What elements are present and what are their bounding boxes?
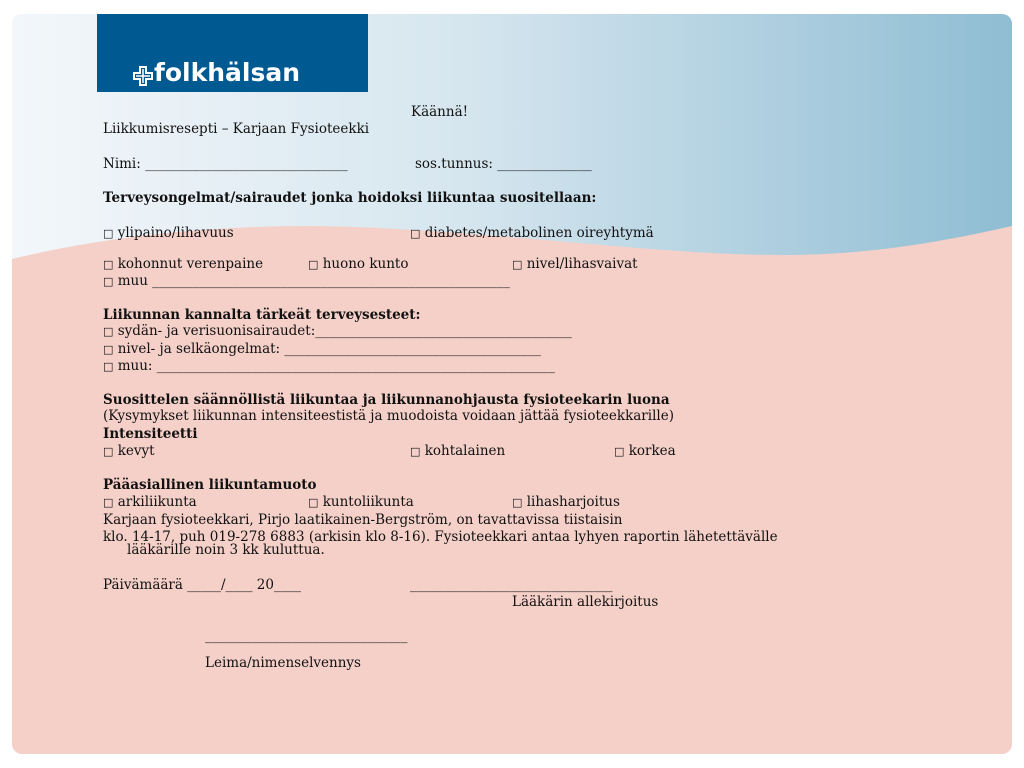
checkbox-icon[interactable]: □ — [103, 496, 114, 509]
turn-note: Käännä! — [411, 104, 469, 120]
barrier-joint[interactable]: □ nivel- ja selkäongelmat: ______________________________________ — [103, 341, 541, 357]
option-overweight[interactable]: □ ylipaino/lihavuus — [103, 225, 234, 241]
page-title: Liikkumisresepti – Karjaan Fysioteekki — [103, 121, 370, 137]
checkbox-icon[interactable]: □ — [103, 360, 114, 373]
option-blood-pressure[interactable]: □ kohonnut verenpaine — [103, 256, 264, 272]
mode-fitness[interactable]: □ kuntoliikunta — [308, 494, 414, 510]
contact-line-1: Karjaan fysioteekkari, Pirjo laatikainen-Bergström, on tavattavissa tiistaisin — [103, 512, 623, 528]
intensity-light[interactable]: □ kevyt — [103, 443, 155, 459]
brand-name: folkhälsan — [154, 58, 301, 87]
checkbox-icon[interactable]: □ — [103, 325, 114, 338]
option-other[interactable]: □ muu _____________________________________________________ — [103, 273, 510, 289]
checkbox-icon[interactable]: □ — [103, 275, 114, 288]
intensity-heading: Intensiteetti — [103, 426, 198, 442]
mode-muscle[interactable]: □ lihasharjoitus — [512, 494, 620, 510]
ssn-field[interactable]: sos.tunnus: ______________ — [415, 156, 592, 172]
checkbox-icon[interactable]: □ — [308, 496, 319, 509]
mode-heading: Pääasiallinen liikuntamuoto — [103, 477, 317, 493]
checkbox-icon[interactable]: □ — [512, 258, 523, 271]
checkbox-icon[interactable]: □ — [410, 227, 421, 240]
checkbox-icon[interactable]: □ — [103, 258, 114, 271]
checkbox-icon[interactable]: □ — [103, 445, 114, 458]
contact-line-2: klo. 14-17, puh 019-278 6883 (arkisin klo 8-16). Fysioteekkari antaa lyhyen raportin lähetettävälle — [103, 529, 778, 545]
option-fitness[interactable]: □ huono kunto — [308, 256, 409, 272]
barrier-heart[interactable]: □ sydän- ja verisuonisairaudet:______________________________________ — [103, 323, 572, 339]
barriers-heading: Liikunnan kannalta tärkeät terveysesteet: — [103, 307, 421, 323]
cross-icon — [133, 66, 153, 86]
option-diabetes[interactable]: □ diabetes/metabolinen oireyhtymä — [410, 225, 654, 241]
checkbox-icon[interactable]: □ — [103, 227, 114, 240]
checkbox-icon[interactable]: □ — [308, 258, 319, 271]
signature-line[interactable]: ______________________________ — [410, 577, 613, 593]
signature-label: Lääkärin allekirjoitus — [512, 594, 659, 610]
name-field[interactable]: Nimi: ______________________________ — [103, 156, 348, 172]
recommend-heading: Suosittelen säännöllistä liikuntaa ja liikunnanohjausta fysioteekarin luona — [103, 392, 670, 408]
health-heading: Terveysongelmat/sairaudet jonka hoidoksi liikuntaa suositellaan: — [103, 190, 597, 206]
date-field[interactable]: Päivämäärä _____/____ 20____ — [103, 577, 301, 593]
intensity-moderate[interactable]: □ kohtalainen — [410, 443, 506, 459]
stamp-label: Leima/nimenselvennys — [205, 655, 361, 671]
checkbox-icon[interactable]: □ — [614, 445, 625, 458]
checkbox-icon[interactable]: □ — [410, 445, 421, 458]
checkbox-icon[interactable]: □ — [512, 496, 523, 509]
option-joint[interactable]: □ nivel/lihasvaivat — [512, 256, 638, 272]
barrier-other[interactable]: □ muu: ___________________________________________________________ — [103, 358, 555, 374]
recommend-note: (Kysymykset liikunnan intensiteestistä ja muodoista voidaan jättää fysioteekkarille) — [103, 408, 674, 424]
intensity-high[interactable]: □ korkea — [614, 443, 676, 459]
mode-utility[interactable]: □ arkiliikunta — [103, 494, 197, 510]
folkhalsan-logo — [97, 14, 368, 92]
contact-line-3: lääkärille noin 3 kk kuluttua. — [127, 542, 325, 558]
stamp-line[interactable]: ______________________________ — [205, 628, 408, 644]
form-slide — [12, 14, 1012, 754]
checkbox-icon[interactable]: □ — [103, 343, 114, 356]
